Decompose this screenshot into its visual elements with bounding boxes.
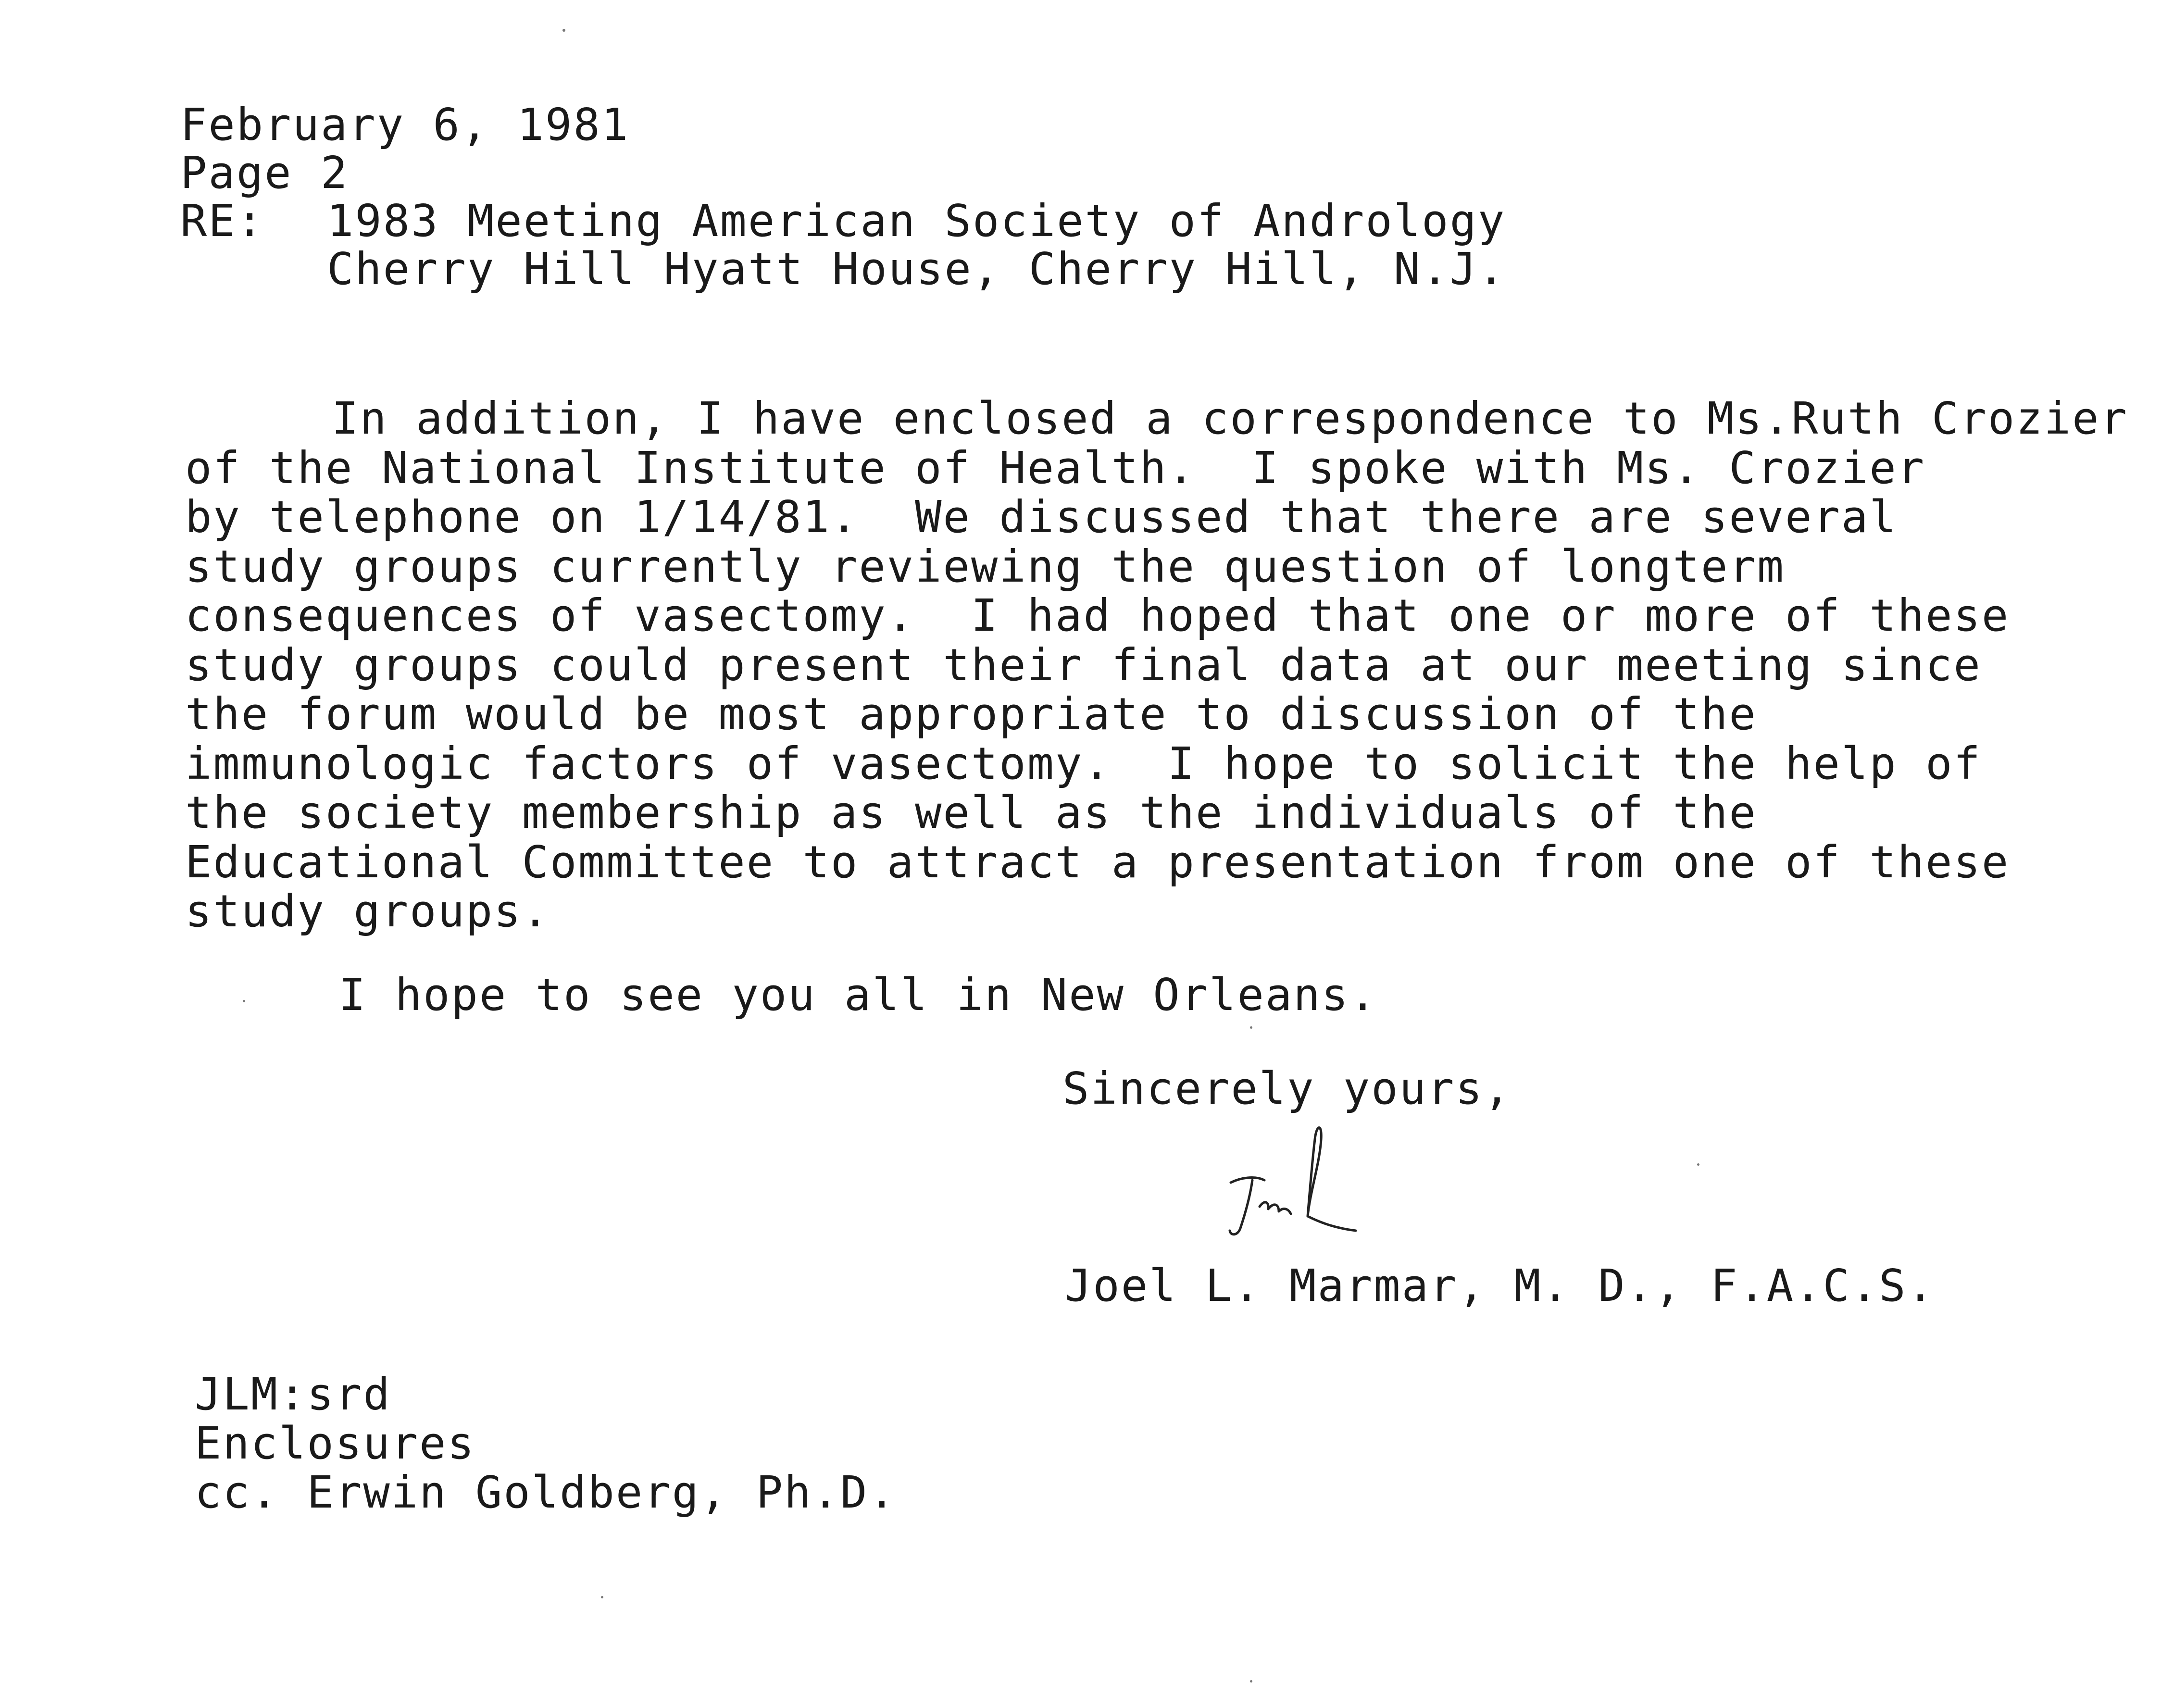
complimentary-close: Sincerely yours,	[1062, 1063, 1512, 1114]
subject-text-1: 1983 Meeting American Society of Andrology	[327, 195, 1506, 247]
closing-paragraph: I hope to see you all in New Orleans.	[339, 969, 1378, 1021]
reference-initials: JLM:srd	[195, 1369, 391, 1420]
body-line: In addition, I have enclosed a correspondence to Ms.Ruth Crozier	[332, 393, 2128, 444]
body-line: the society membership as well as the individuals of the	[185, 787, 1757, 838]
enclosures-note: Enclosures	[195, 1418, 475, 1469]
scan-speck	[243, 1000, 245, 1002]
letter-date: February 6, 1981	[180, 99, 630, 150]
letter-footer	[195, 1370, 897, 1517]
scan-speck	[1697, 1163, 1699, 1166]
body-line: Educational Committee to attract a presentation from one of these	[185, 836, 2010, 888]
page-number: Page 2	[180, 147, 349, 199]
body-line: study groups currently reviewing the question of longterm	[185, 540, 1786, 592]
body-paragraph	[185, 394, 2161, 936]
subject-line	[180, 197, 1506, 245]
signer-name: Joel L. Marmar, M. D., F.A.C.S.	[1065, 1260, 1936, 1311]
body-line: study groups.	[185, 885, 550, 937]
body-line: study groups could present their final data at our meeting since	[185, 639, 1982, 691]
body-line: consequences of vasectomy. I had hoped that one or more of these	[185, 590, 2010, 641]
scan-speck	[601, 1596, 603, 1598]
body-line: of the National Institute of Health. I spoke with Ms. Crozier	[185, 442, 1926, 494]
scan-speck	[1250, 1680, 1252, 1683]
body-line: immunologic factors of vasectomy. I hope to solicit the help of	[185, 737, 1982, 789]
signature-image	[1212, 1110, 1385, 1245]
body-line: the forum would be most appropriate to discussion of the	[185, 688, 1757, 740]
body-line: by telephone on 1/14/81. We discussed that there are several	[185, 491, 1898, 543]
cc-line: cc. Erwin Goldberg, Ph.D.	[195, 1467, 897, 1518]
scan-speck	[1250, 1026, 1252, 1029]
subject-label: RE:	[180, 195, 265, 247]
subject-text-2: Cherry Hill Hyatt House, Cherry Hill, N.J.	[327, 243, 1506, 295]
scan-speck	[562, 29, 565, 32]
letter-header	[180, 101, 1506, 293]
